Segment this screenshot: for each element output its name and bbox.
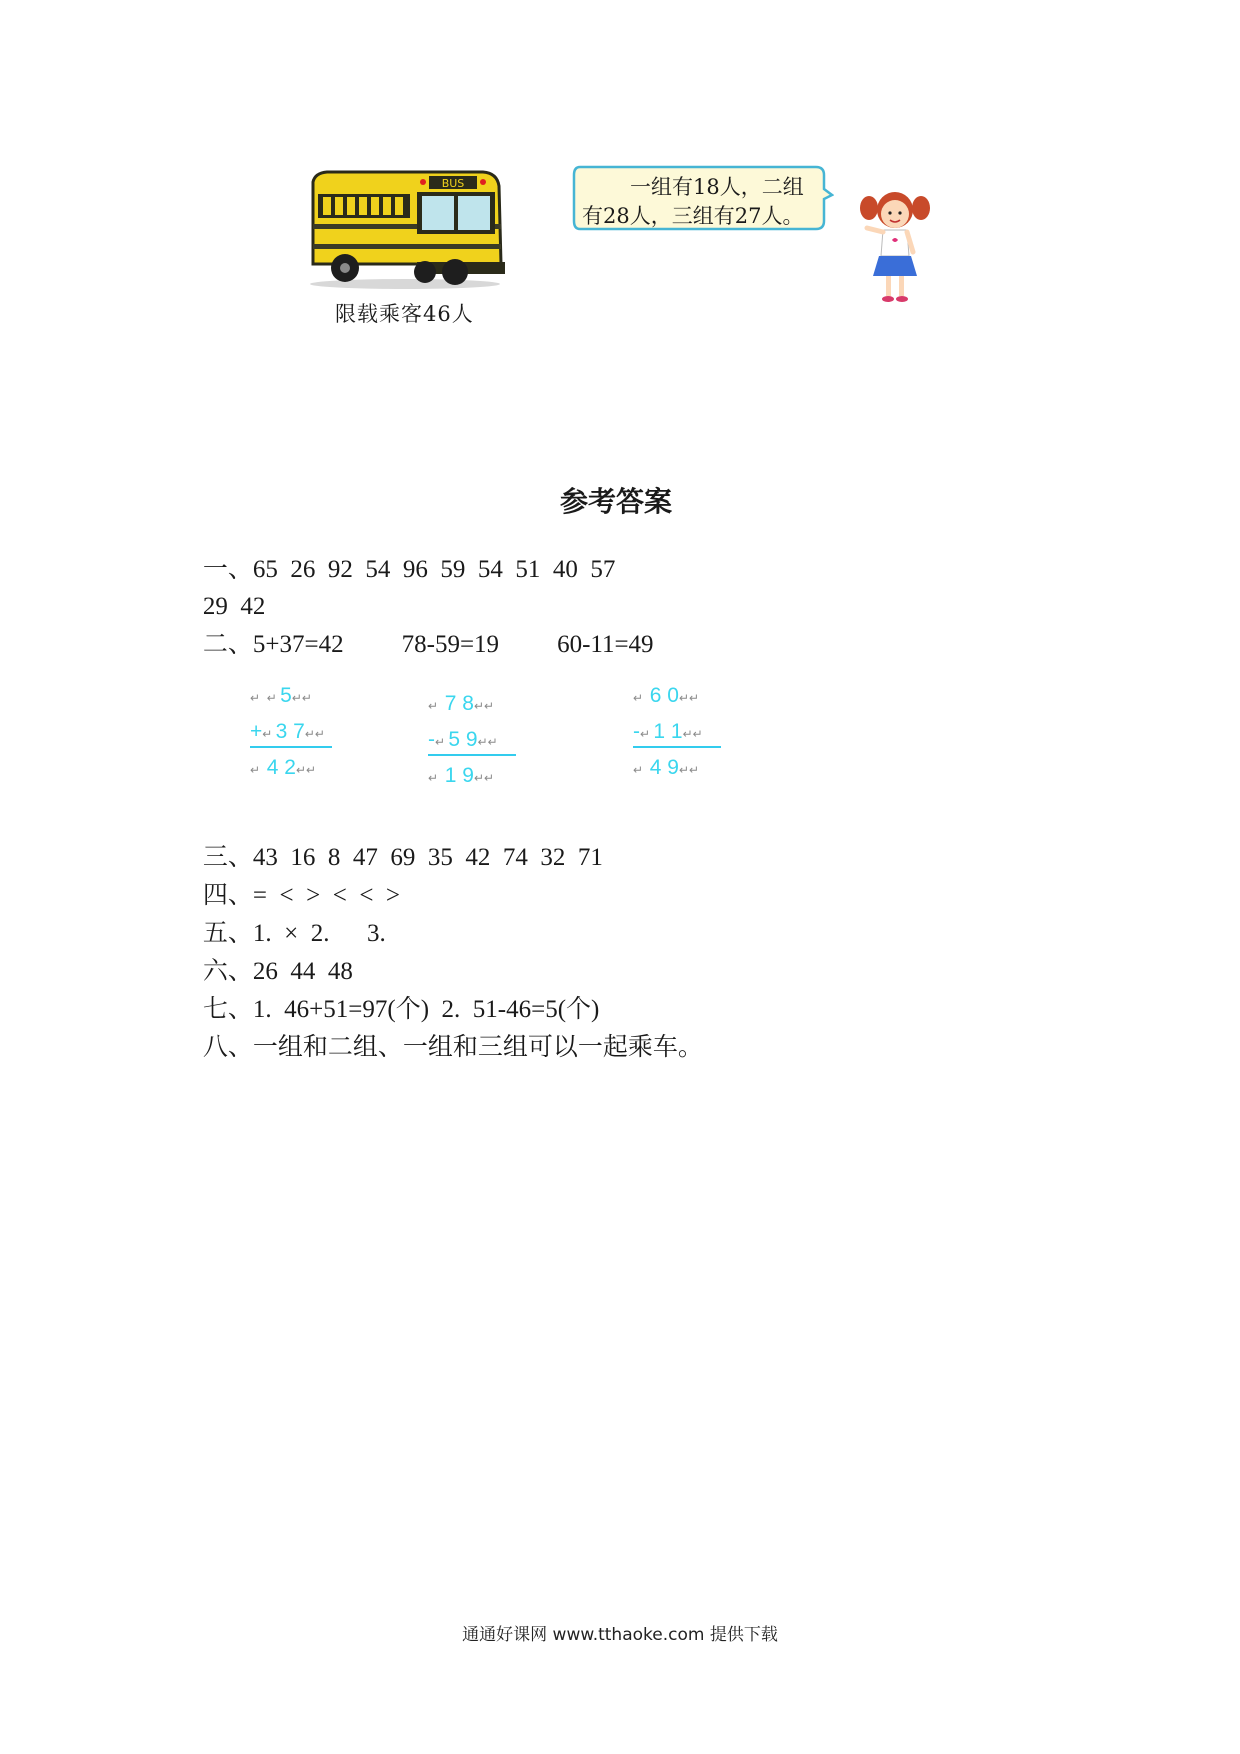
vertical-rule [633, 746, 721, 748]
speech-line-1: 一组有18人，二组 [630, 175, 804, 199]
section-values: 29 42 [202, 593, 266, 620]
vertical-top: 7 8 [444, 692, 474, 715]
section-label: 七、 [202, 994, 253, 1023]
vertical-middle: 1 1 [653, 720, 683, 743]
section-label: 三、 [202, 842, 253, 871]
speech-bubble-text [582, 173, 832, 231]
section-label: 四、 [202, 880, 253, 909]
vertical-calculation-2: ↵ 7 8↵↵ -↵ 5 9↵↵ ↵ 1 9↵↵ [428, 688, 528, 798]
section-values: 一组和二组、一组和三组可以一起乘车。 [252, 1032, 703, 1061]
section-values: 65 26 92 54 96 59 54 51 40 57 [252, 556, 616, 583]
vertical-operator: - [428, 728, 435, 751]
vertical-calculation-3: ↵ 6 0↵↵ -↵ 1 1↵↵ ↵ 4 9↵↵ [633, 680, 733, 790]
section-values: 1. × 2. 3. [252, 920, 386, 947]
vertical-middle: 5 9 [448, 728, 478, 751]
vertical-calculation-1: ↵ ↵ 5↵↵ +↵ 3 7↵↵ ↵ 4 2↵↵ [250, 680, 340, 790]
answer-section-8 [187, 1002, 703, 1062]
svg-text:BUS: BUS [441, 177, 465, 190]
vertical-top: 5 [280, 684, 292, 707]
school-bus-image [305, 168, 505, 290]
section-values: 1. 46+51=97(个) 2. 51-46=5(个) [252, 996, 600, 1023]
speech-line-2: 有28人，三组有27人。 [582, 204, 804, 228]
vertical-result: 1 9 [444, 764, 474, 787]
section-label: 五、 [202, 918, 253, 947]
vertical-operator: - [633, 720, 640, 743]
section-values: 26 44 48 [252, 958, 353, 985]
section-values: 43 16 8 47 69 35 42 74 32 71 [252, 844, 603, 871]
section-label: 二、 [202, 629, 253, 658]
footer-credit: 通通好课网 www.tthaoke.com 提供下载 [462, 1625, 778, 1645]
section-label: 八、 [202, 1032, 253, 1061]
vertical-top: 6 0 [649, 684, 679, 707]
section-values: = < > < < > [252, 882, 401, 909]
equation-2: 78-59=19 [401, 631, 500, 658]
vertical-rule [250, 746, 332, 748]
answer-section-2 [187, 599, 654, 660]
equation-1: 5+37=42 [252, 631, 344, 658]
bus-capacity-caption: 限载乘客46人 [335, 302, 474, 326]
section-label: 一、 [202, 554, 253, 583]
equation-3: 60-11=49 [557, 631, 654, 658]
vertical-middle: 3 7 [275, 720, 305, 743]
vertical-operator: + [250, 720, 263, 743]
section-label: 六、 [202, 956, 253, 985]
girl-character-image [855, 186, 935, 306]
vertical-result: 4 9 [649, 756, 679, 779]
vertical-result: 4 2 [266, 756, 296, 779]
answers-title: 参考答案 [560, 485, 673, 518]
vertical-rule [428, 754, 516, 756]
